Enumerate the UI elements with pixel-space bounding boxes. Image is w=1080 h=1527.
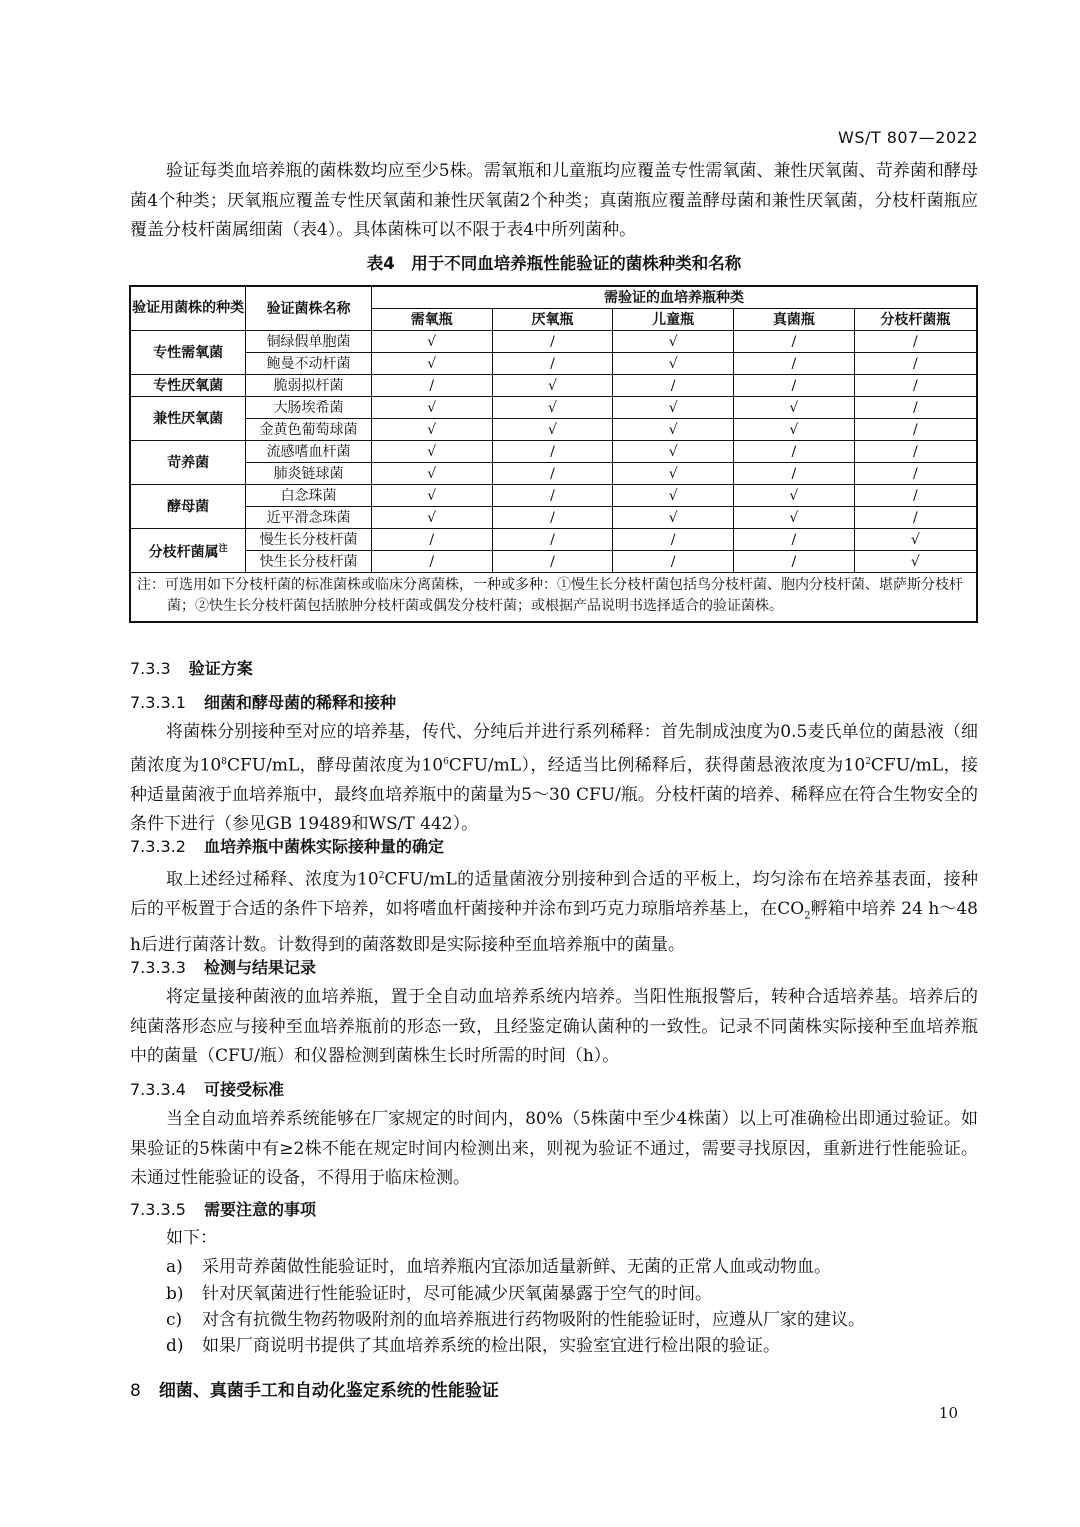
section-title: 可接受标准 [203, 1080, 284, 1099]
section-7-3-3 [130, 656, 253, 679]
mark-cell: / [371, 551, 492, 573]
col-header-bottle-group: 需验证的血培养瓶种类 [371, 286, 977, 309]
mark-cell: √ [492, 397, 613, 419]
table-row [130, 331, 977, 353]
mark-cell: √ [613, 419, 734, 441]
category-cell: 酵母菌 [130, 485, 246, 529]
mark-cell: / [613, 529, 734, 551]
mark-cell: √ [371, 507, 492, 529]
page-number: 10 [938, 1404, 958, 1422]
category-cell: 兼性厌氧菌 [130, 397, 246, 441]
mark-cell: √ [371, 485, 492, 507]
section-8 [130, 1376, 499, 1401]
paragraph-7-3-3-3: 将定量接种菌液的血培养瓶，置于全自动血培养系统内培养。当阳性瓶报警后，转种合适培养基。培养后的纯菌落形态应与接种至血培养瓶前的形态一致，且经鉴定确认菌种的一致性。记录不同菌株实际接种至血培养瓶中的菌量（CFU/瓶）和仪器检测到菌株生长时所需的时间（h）。 [130, 987, 978, 1066]
col-header-fungal: 真菌瓶 [734, 309, 855, 331]
mark-cell: √ [613, 463, 734, 485]
table-caption: 表4 用于不同血培养瓶性能验证的菌株种类和名称 [366, 254, 742, 273]
list-item: b) 针对厌氧菌进行性能验证时，尽可能减少厌氧菌暴露于空气的时间。 [166, 1284, 712, 1304]
mark-cell: / [734, 353, 855, 375]
strain-name-cell: 肺炎链球菌 [246, 463, 372, 485]
mark-cell: √ [734, 419, 855, 441]
mark-cell: / [613, 375, 734, 397]
mark-cell: / [371, 529, 492, 551]
strain-name-cell: 白念珠菌 [246, 485, 372, 507]
mark-cell: / [854, 507, 977, 529]
section-number: 7.3.3.1 [130, 693, 186, 712]
section-number: 7.3.3.4 [130, 1080, 186, 1099]
section-7-3-3-2 [130, 834, 444, 857]
mark-cell: √ [371, 463, 492, 485]
list-item: d) 如果厂商说明书提供了其血培养系统的检出限，实验室宜进行检出限的验证。 [166, 1336, 780, 1356]
mark-cell: / [492, 331, 613, 353]
mark-cell: / [492, 485, 613, 507]
section-number: 7.3.3.3 [130, 958, 186, 977]
mark-cell: / [613, 551, 734, 573]
section-title: 细菌、真菌手工和自动化鉴定系统的性能验证 [158, 1381, 499, 1401]
mark-cell: / [492, 353, 613, 375]
paragraph-7-3-3-2: 取上述经过稀释、浓度为$10^2CFU/mL$的适量菌液分别接种到合适的平板上，均匀涂布在培养基表面，接种后的平板置于合适的条件下培养，如将嗜血杆菌接种并涂布到巧克力琼脂培养基上，在$CO_2$孵箱中培养 24 h～48 h后进行菌落计数。计数得到的菌落数即是实际接种至血培养瓶中的菌量。 [130, 869, 979, 956]
section-title: 需要注意的事项 [203, 1200, 316, 1219]
section-7-3-3-3 [130, 955, 316, 978]
mark-cell: / [492, 507, 613, 529]
mark-cell: / [492, 529, 613, 551]
mark-cell: √ [371, 397, 492, 419]
mark-cell: / [854, 419, 977, 441]
paragraph-7-3-3-1: 将菌株分别接种至对应的培养基，传代、分纯后并进行系列稀释：首先制成浊度为0.5麦氏单位的菌悬液（细菌浓度为$10^8CFU/mL$，酵母菌浓度为$10^6CFU/mL$），经适当比例稀释后，获得菌悬液浓度为$10^2CFU/mL$，接种适量菌液于血培养瓶中，最终血培养瓶中的菌量为5～30 CFU/瓶。分枝杆菌的培养、稀释应在符合生物安全的条件下进行（参见GB 19489和WS/T 442）。 [130, 722, 978, 835]
mark-cell: / [854, 397, 977, 419]
list-item: a) 采用苛养菌做性能验证时，血培养瓶内宜添加适量新鲜、无菌的正常人血或动物血。 [166, 1257, 831, 1277]
table-row [130, 485, 977, 507]
table-row [130, 463, 977, 485]
table-note: 注：可选用如下分枝杆菌的标准菌株或临床分离菌株，一种或多种：①慢生长分枝杆菌包括鸟分枝杆菌、胞内分枝杆菌、堪萨斯分枝杆菌；②快生长分枝杆菌包括脓肿分枝杆菌或偶发分枝杆菌；或根据产品说明书选择适合的验证菌株。 [130, 573, 977, 623]
table-row [130, 551, 977, 573]
mark-cell: √ [613, 397, 734, 419]
mark-cell: √ [492, 419, 613, 441]
table-row [130, 507, 977, 529]
mark-cell: / [854, 441, 977, 463]
mark-cell: / [854, 463, 977, 485]
table-row [130, 441, 977, 463]
mark-cell: √ [492, 375, 613, 397]
section-7-3-3-4 [130, 1077, 284, 1100]
category-cell: 专性厌氧菌 [130, 375, 246, 397]
list-item: c) 对含有抗微生物药物吸附剂的血培养瓶进行药物吸附的性能验证时，应遵从厂家的建议。 [166, 1310, 865, 1330]
section-number: 8 [130, 1381, 141, 1401]
mark-cell: / [854, 353, 977, 375]
mark-cell: √ [613, 353, 734, 375]
mark-cell: / [734, 331, 855, 353]
category-cell: 苛养菌 [130, 441, 246, 485]
standard-number: WS/T 807—2022 [838, 128, 978, 147]
table-row [130, 397, 977, 419]
mark-cell: / [734, 551, 855, 573]
mark-cell: √ [613, 441, 734, 463]
section-title: 血培养瓶中菌株实际接种量的确定 [203, 837, 444, 856]
strain-name-cell: 近平滑念珠菌 [246, 507, 372, 529]
col-header-pediatric: 儿童瓶 [613, 309, 734, 331]
mark-cell: √ [734, 397, 855, 419]
mark-cell: / [492, 463, 613, 485]
strain-name-cell: 铜绿假单胞菌 [246, 331, 372, 353]
mark-cell: √ [734, 507, 855, 529]
intro-paragraph: 验证每类血培养瓶的菌株数均应至少5株。需氧瓶和儿童瓶均应覆盖专性需氧菌、兼性厌氧菌、苛养菌和酵母菌4个种类；厌氧瓶应覆盖专性厌氧菌和兼性厌氧菌2个种类；真菌瓶应覆盖酵母菌和兼性厌氧菌，分枝杆菌瓶应覆盖分枝杆菌属细菌（表4）。具体菌株可以不限于表4中所列菌种。 [130, 161, 978, 240]
strain-name-cell: 大肠埃希菌 [246, 397, 372, 419]
mark-cell: √ [854, 529, 977, 551]
category-cell: 分枝杆菌属$^注$ [130, 529, 246, 573]
paragraph-7-3-3-4: 当全自动血培养系统能够在厂家规定的时间内，80%（5株菌中至少4株菌）以上可准确检出即通过验证。如果验证的5株菌中有≥2株不能在规定时间内检测出来，则视为验证不通过，需要寻找原因，重新进行性能验证。未通过性能验证的设备，不得用于临床检测。 [130, 1109, 978, 1188]
mark-cell: √ [371, 331, 492, 353]
mark-cell: √ [734, 485, 855, 507]
mark-cell: / [734, 529, 855, 551]
mark-cell: / [734, 441, 855, 463]
bottle-validation-table [129, 285, 978, 623]
mark-cell: / [854, 331, 977, 353]
table-row [130, 529, 977, 551]
strain-name-cell: 流感嗜血杆菌 [246, 441, 372, 463]
section-title: 检测与结果记录 [203, 958, 316, 977]
col-header-anaerobic: 厌氧瓶 [492, 309, 613, 331]
mark-cell: / [734, 463, 855, 485]
strain-name-cell: 金黄色葡萄球菌 [246, 419, 372, 441]
strain-name-cell: 慢生长分枝杆菌 [246, 529, 372, 551]
mark-cell: √ [613, 485, 734, 507]
section-number: 7.3.3.2 [130, 837, 186, 856]
mark-cell: / [492, 441, 613, 463]
strain-name-cell: 脆弱拟杆菌 [246, 375, 372, 397]
mark-cell: √ [613, 331, 734, 353]
paragraph-7-3-3-5-intro: 如下： [166, 1228, 217, 1248]
mark-cell: √ [854, 551, 977, 573]
section-title: 细菌和酵母菌的稀释和接种 [203, 693, 396, 712]
table-row [130, 353, 977, 375]
strain-name-cell: 快生长分枝杆菌 [246, 551, 372, 573]
col-header-mycobacteria: 分枝杆菌瓶 [854, 309, 977, 331]
category-cell: 专性需氧菌 [130, 331, 246, 375]
mark-cell: / [492, 551, 613, 573]
mark-cell: √ [371, 353, 492, 375]
mark-cell: √ [613, 507, 734, 529]
mark-cell: √ [371, 419, 492, 441]
mark-cell: / [854, 485, 977, 507]
section-number: 7.3.3.5 [130, 1200, 186, 1219]
col-header-aerobic: 需氧瓶 [371, 309, 492, 331]
table-row [130, 375, 977, 397]
strain-name-cell: 鲍曼不动杆菌 [246, 353, 372, 375]
mark-cell: / [734, 375, 855, 397]
section-7-3-3-5 [130, 1197, 316, 1220]
section-7-3-3-1 [130, 690, 396, 713]
col-header-name: 验证菌株名称 [246, 286, 372, 331]
col-header-category: 验证用菌株的种类 [130, 286, 246, 331]
mark-cell: / [854, 375, 977, 397]
table-row [130, 419, 977, 441]
mark-cell: √ [371, 441, 492, 463]
section-title: 验证方案 [188, 659, 253, 678]
mark-cell: / [371, 375, 492, 397]
section-number: 7.3.3 [130, 659, 171, 678]
